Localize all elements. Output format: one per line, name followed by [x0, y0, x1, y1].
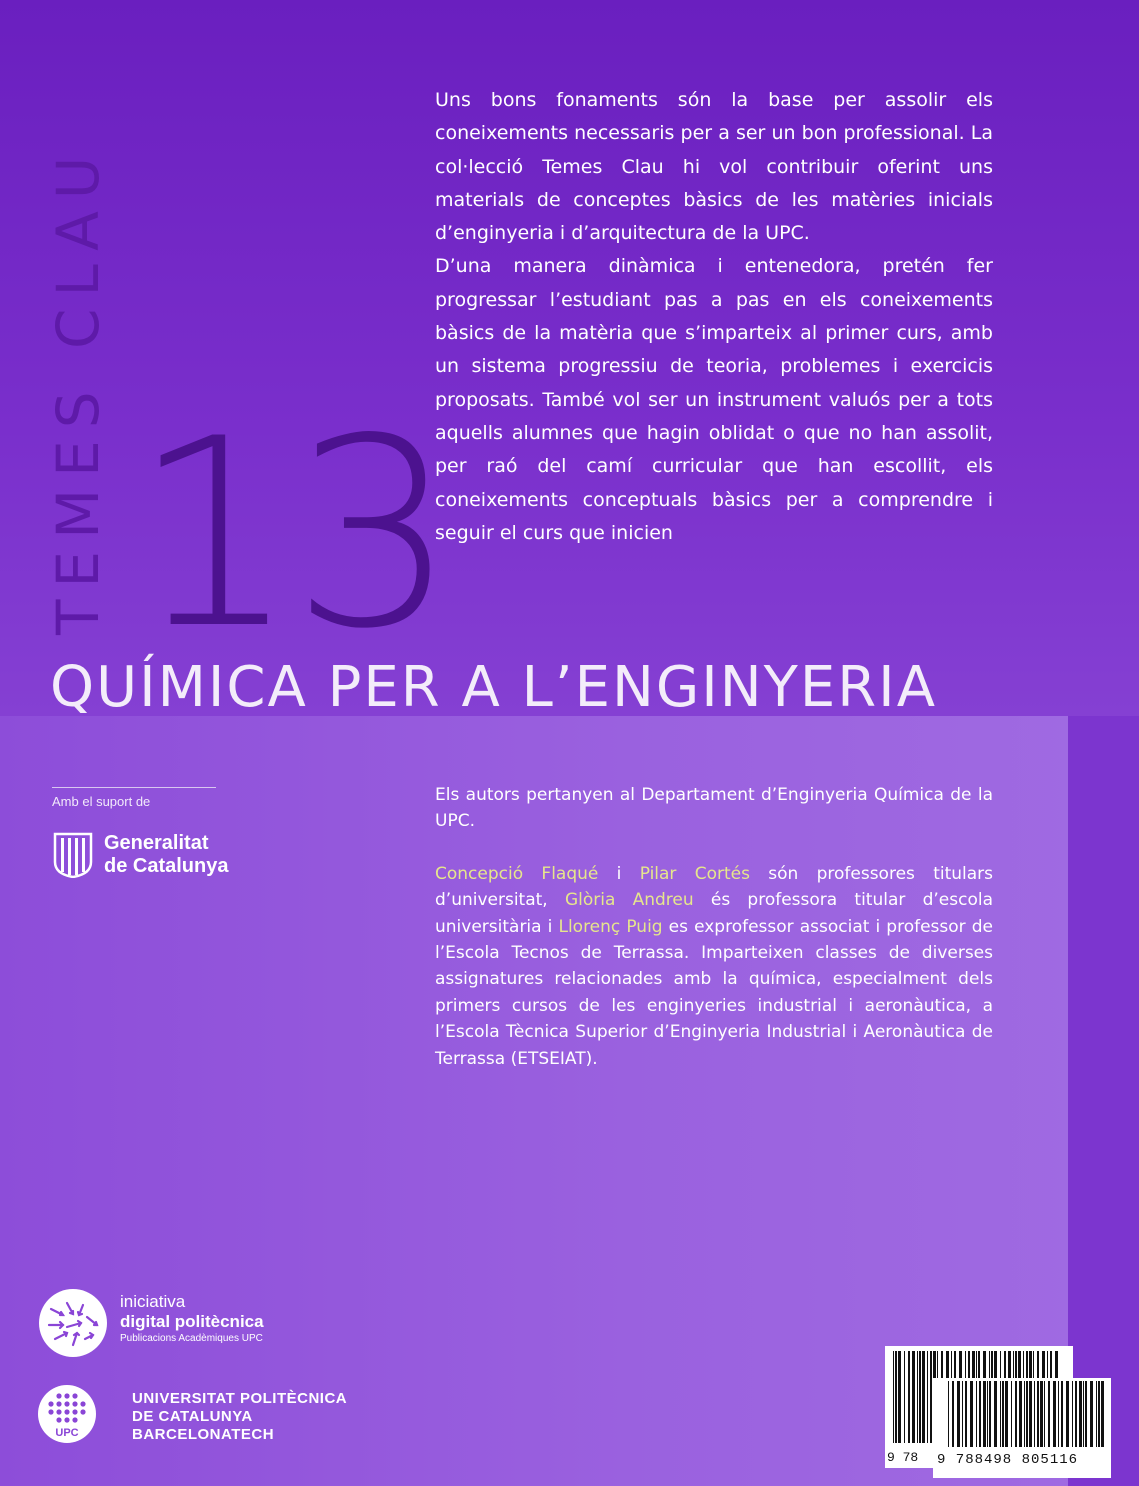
author-name: Llorenç Puig [558, 916, 663, 937]
upc-line: BARCELONATECH [132, 1426, 275, 1443]
barcode-bar [893, 1351, 894, 1443]
barcode-bar [1085, 1381, 1087, 1447]
barcode-bar [898, 1351, 901, 1443]
barcode-bar [962, 1381, 963, 1447]
barcode-bar [965, 1381, 967, 1447]
upc-logo-label: UPC [55, 1427, 79, 1439]
barcode-bar [930, 1351, 932, 1443]
barcode-bar [904, 1351, 905, 1443]
volume-number: 13 [132, 384, 451, 686]
series-name: TEMES CLAU [44, 144, 112, 635]
iniciativa-digital-logo-icon [37, 1287, 109, 1359]
barcode-bar [1098, 1381, 1100, 1447]
author-name: Pilar Cortés [639, 863, 750, 884]
authors-intro: Els autors pertanyen al Departament d’Enginyeria Química de la UPC. [435, 785, 993, 832]
barcode-bar [1079, 1381, 1082, 1447]
upc-logo-icon [37, 1384, 97, 1444]
support-label: Amb el suport de [52, 794, 151, 809]
barcode-bar [1096, 1381, 1097, 1447]
blurb-paragraph: Uns bons fonaments són la base per assolir els coneixements necessaris per a ser un bon professional. La col·lecció Temes Clau hi vol contribuir oferint uns materials de conceptes bàsics de les matèries inicials d’enginyeria i d’arquitectura de la UPC. [435, 89, 993, 245]
author-name: Concepció Flaqué [435, 863, 599, 884]
barcode-bar [1015, 1381, 1017, 1447]
blurb-paragraph: D’una manera dinàmica i entenedora, pretén fer progressar l’estudiant pas a pas en els coneixements bàsics de la matèria que s’imparteix al primer curs, amb un sistema progressiu de teoria, problemes i exercicis proposats. També vol ser un instrument valuós per a tots aquells alumnes que hagin oblidat o que no han assolit, per raó del camí curricular que han escollit, els coneixements conceptuals bàsics per a comprendre i seguir el curs que inicien [435, 255, 993, 544]
author-name: Glòria Andreu [564, 890, 694, 911]
barcode-bar [1019, 1381, 1022, 1447]
barcode-bar [994, 1381, 997, 1447]
barcode-bar [948, 1381, 949, 1447]
idp-line: digital politècnica [120, 1312, 264, 1331]
barcode-bar [1048, 1381, 1050, 1447]
barcode-bar [970, 1381, 973, 1447]
barcode-bar [895, 1351, 897, 1443]
barcode-bar [979, 1381, 981, 1447]
barcode-bar [1005, 1381, 1008, 1447]
authors-section [435, 782, 993, 1072]
authors-bio [435, 861, 993, 1072]
generalitat-logo-icon [53, 832, 93, 878]
authors-text: es exprofessor associat i professor de l’Escola Tecnos de Terrassa. Imparteixen classes de diverses assignatures relacionades amb la química, especialment dels primers cursos de les enginyeries industrial i aeronàutica, a l’Escola Tècnica Superior d’Enginyeria Industrial i Aeronàutica de Terrassa (ETSEIAT). [435, 916, 993, 1069]
barcode-bar [908, 1351, 910, 1443]
generalitat-line: de Catalunya [104, 855, 229, 877]
book-title: QUÍMICA PER A L’ENGINYERIA [50, 655, 937, 720]
support-divider [52, 787, 216, 788]
idp-line: Publicacions Acadèmiques UPC [120, 1333, 263, 1344]
generalitat-line: Generalitat [104, 832, 209, 854]
authors-text: i [598, 863, 640, 884]
barcode-bar [919, 1351, 921, 1443]
iniciativa-digital-name [120, 1292, 264, 1346]
barcode-bar [1075, 1381, 1077, 1447]
barcode-bar [957, 1381, 960, 1447]
upc-line: UNIVERSITAT POLITÈCNICA [132, 1390, 348, 1407]
blurb [435, 84, 993, 550]
upc-line: DE CATALUNYA [132, 1408, 253, 1425]
barcode-digits-back: 9 78 [887, 1450, 919, 1465]
barcode-bar [1034, 1381, 1035, 1447]
barcode-bar [1000, 1381, 1001, 1447]
barcode-bar [1058, 1381, 1059, 1447]
barcode-bar [976, 1381, 977, 1447]
idp-line: iniciativa [120, 1292, 186, 1311]
barcode-bar [1083, 1381, 1084, 1447]
barcode-bar [917, 1351, 918, 1443]
barcode-bar [927, 1351, 928, 1443]
authors-text: és professora titular d’escola universitària i [435, 890, 993, 937]
barcode-bar [1101, 1381, 1104, 1447]
barcode-digits-front: 9 788498 805116 [937, 1452, 1079, 1468]
barcode-bar [1044, 1381, 1045, 1447]
barcode-bar [1061, 1381, 1063, 1447]
barcode-bar [912, 1351, 915, 1443]
barcode-bar [1040, 1381, 1043, 1447]
upc-name [132, 1390, 347, 1444]
barcode-bar [1026, 1381, 1028, 1447]
barcode-bar [1037, 1381, 1039, 1447]
authors-text: són professores titulars d’universitat, [435, 863, 994, 911]
barcode-bar [1024, 1381, 1025, 1447]
barcode-bar [952, 1381, 954, 1447]
barcode-bar [922, 1351, 925, 1443]
barcode-bar [987, 1381, 988, 1447]
barcode-bar [1066, 1381, 1069, 1447]
barcode-bar [1002, 1381, 1004, 1447]
barcode-bar [989, 1381, 991, 1447]
barcode-bar [983, 1381, 986, 1447]
barcode-bar [1011, 1381, 1012, 1447]
barcode-bar [1090, 1381, 1093, 1447]
generalitat-name [104, 832, 228, 878]
barcode-bar [1029, 1381, 1032, 1447]
barcode-bar [1053, 1381, 1056, 1447]
barcode-bars-front-icon [948, 1381, 1104, 1447]
barcode-bar [1072, 1381, 1073, 1447]
cover-right-strip [1068, 716, 1139, 1486]
